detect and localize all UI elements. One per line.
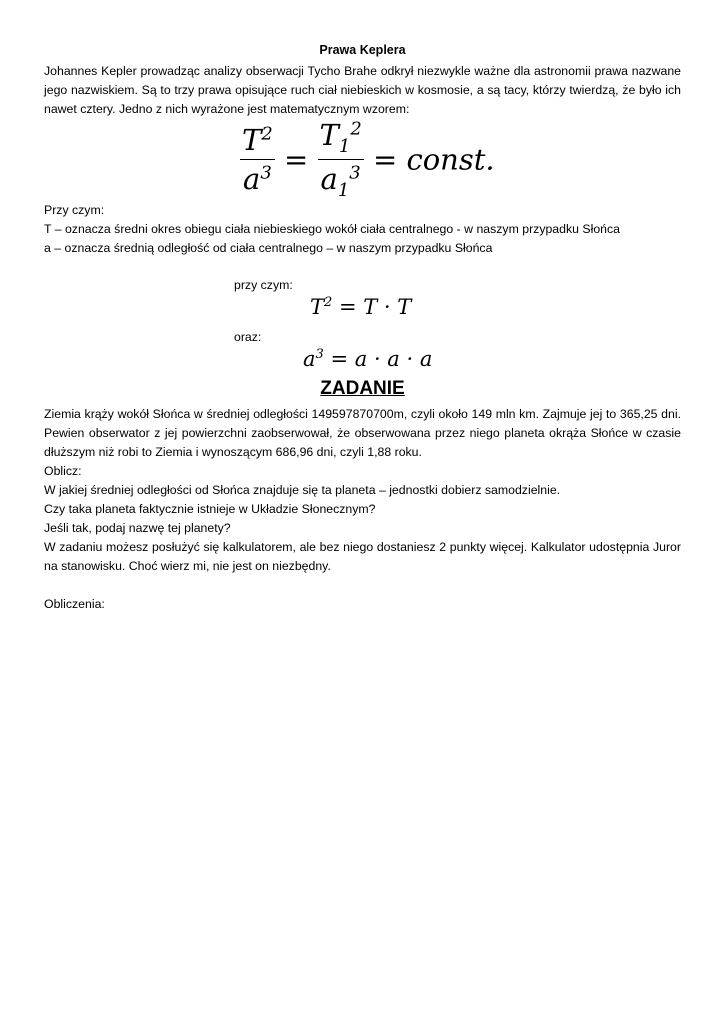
calculations-label: Obliczenia: xyxy=(44,597,105,611)
formula-den2: a xyxy=(320,161,338,196)
explain-label-2: oraz: xyxy=(234,330,262,344)
formula2-base: a xyxy=(303,347,316,371)
t-definition: T – oznacza średni okres obiegu ciała niebieskiego wokół ciała centralnego - w naszym przypadku Słońca xyxy=(44,222,620,236)
formula1-exp: 2 xyxy=(324,295,333,310)
formula-num1-exp: 2 xyxy=(261,123,273,145)
task-line-exists: Czy taka planeta faktycznie istnieje w Układzie Słonecznym? xyxy=(44,502,376,516)
task-line-name: Jeśli tak, podaj nazwę tej planety? xyxy=(44,521,231,535)
page-title: Prawa Keplera xyxy=(319,43,406,57)
definitions-label: Przy czym: xyxy=(44,203,105,217)
formula-equals: = xyxy=(284,142,309,177)
task-line-oblicz: Oblicz: xyxy=(44,464,82,478)
formula-num2-exp: 2 xyxy=(350,118,362,140)
kepler-formula xyxy=(240,118,495,201)
formula-num2: T xyxy=(319,118,339,152)
task-paragraph-2: W zadaniu możesz posłużyć się kalkulatorem, ale bez niego dostaniesz 2 punkty więcej. Kalkulator udostępnia Juror na stanowisku. Choć wierz mi, nie jest on niezbędny. xyxy=(44,540,681,573)
explain-label-1: przy czym: xyxy=(234,278,293,292)
formula1-rhs: = T · T xyxy=(332,295,412,319)
fraction-left xyxy=(240,123,275,196)
formula-den2-sub: 1 xyxy=(337,179,350,201)
fraction-right xyxy=(318,118,364,201)
formula-t-squared xyxy=(310,295,411,319)
formula-den2-exp: 3 xyxy=(349,162,361,184)
formula-den1-exp: 3 xyxy=(260,162,272,184)
formula2-exp: 3 xyxy=(315,347,324,362)
task-paragraph-1: Ziemia krąży wokół Słońca w średniej odległości 149597870700m, czyli około 149 mln km. Zajmuje jej to 365,25 dni. Pewien obserwator z jej powierzchni zaobserwował, że obserwowana przez niego planeta okrąża Słońce w czasie dłuższym niż robi to Ziemia i wynoszącym 686,96 dni, czyli 1,88 roku. xyxy=(44,407,681,459)
task-line-distance: W jakiej średniej odległości od Słońca znajduje się ta planeta – jednostki dobierz samodzielnie. xyxy=(44,483,561,497)
formula-num2-sub: 1 xyxy=(338,135,351,157)
formula-rhs: = const. xyxy=(372,142,495,177)
intro-paragraph: Johannes Kepler prowadząc analizy obserwacji Tycho Brahe odkrył niezwykle ważne dla astronomii prawa nazwane jego nazwiskiem. Są to trzy prawa opisujące ruch ciał niebieskich w kosmosie, a są tacy, którzy twierdzą, że było ich nawet cztery. Jedno z nich wyrażone jest matematycznym wzorem: xyxy=(44,64,681,116)
formula1-base: T xyxy=(310,295,325,319)
a-definition: a – oznacza średnią odległość od ciała centralnego – w naszym przypadku Słońca xyxy=(44,241,493,255)
formula-num1: T xyxy=(242,122,262,157)
task-heading: ZADANIE xyxy=(320,378,405,399)
formula2-rhs: = a · a · a xyxy=(323,347,433,371)
formula-den1: a xyxy=(243,161,261,196)
formula-a-cubed xyxy=(303,347,432,371)
